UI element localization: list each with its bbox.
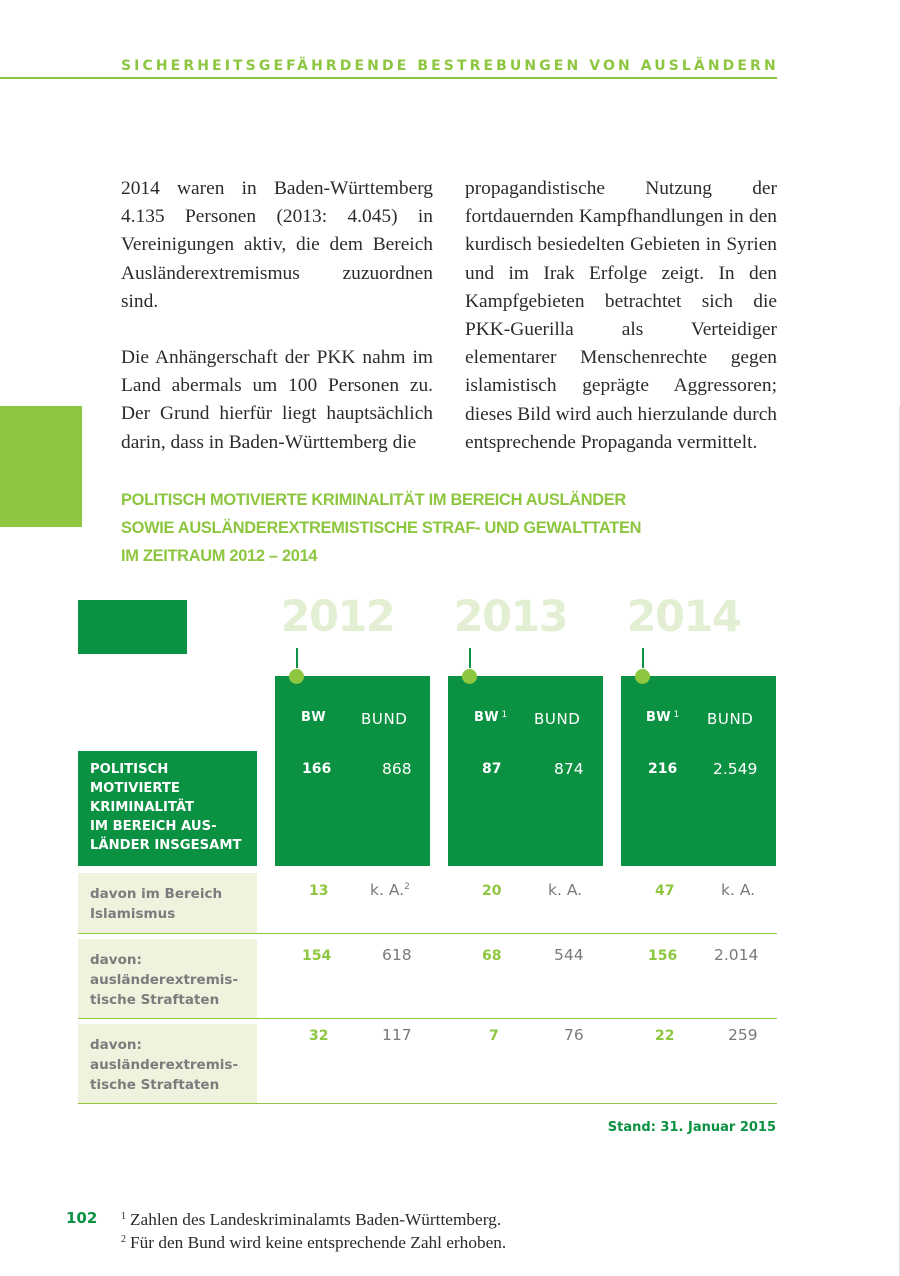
cell-total-bw-2014: 216 (648, 761, 678, 777)
table-title-line: SOWIE AUSLÄNDEREXTREMISTISCHE STRAF- UND GEWALTTATEN (121, 519, 642, 537)
row-divider (78, 1103, 777, 1104)
timeline-tick (469, 648, 471, 668)
text-column-left (121, 175, 433, 457)
timeline-tick (296, 648, 298, 668)
cell-islam-bw-2013: 20 (482, 883, 502, 899)
cell-gewalt-bw-2012: 32 (309, 1028, 329, 1044)
cell-islam-bund-2012: k. A.$^2$ (370, 881, 410, 899)
year-heading-2013: 2013 (453, 592, 568, 642)
timeline-tick (642, 648, 644, 668)
col-header-bw-2014: BW $^1$ (646, 710, 681, 725)
cell-straf-bund-2013: 544 (554, 946, 584, 964)
cell-total-bw-2013: 87 (482, 761, 502, 777)
footnote-mark: 1 (673, 710, 681, 720)
year-heading-2014: 2014 (626, 592, 741, 642)
cell-gewalt-bund-2013: 76 (564, 1026, 584, 1044)
legend-swatch (78, 600, 187, 654)
col-header-bund-2013: BUND (534, 710, 581, 728)
row-label-gewalttaten: davon: ausländerextremis- tische Straftaten (78, 1024, 257, 1103)
row-label-islamismus: davon im Bereich Islamismus (78, 873, 257, 933)
page-number: 102 (66, 1209, 98, 1227)
footnote-2: $^2$ Für den Bund wird keine entsprechende Zahl erhoben. (121, 1233, 507, 1252)
cell-total-bund-2014: 2.549 (713, 760, 758, 778)
cell-total-bw-2012: 166 (302, 761, 332, 777)
text-column-right (465, 175, 777, 457)
col-header-bw-2012: BW (301, 710, 327, 725)
paragraph: propagandistische Nutzung der fortdauernden Kampfhandlungen in den kurdisch besiedelten Gebieten in Syrien und im Irak Erfolge zeigt. In den Kampfgebieten betrachtet sich die PKK-Guerilla als Verteidiger elementarer Menschenrechte gegen islamistisch geprägte Aggressoren; dieses Bild wird auch hierzulande durch entsprechende Propaganda vermittelt. (465, 178, 777, 453)
timeline-dot (462, 669, 477, 684)
cell-gewalt-bund-2012: 117 (382, 1026, 412, 1044)
col-header-bw-2013: BW $^1$ (474, 710, 509, 725)
cell-islam-bw-2014: 47 (655, 883, 675, 899)
cell-islam-bw-2012: 13 (309, 883, 329, 899)
paragraph: 2014 waren in Baden-Württemberg 4.135 Personen (2013: 4.045) in Vereinigungen aktiv, die dem Bereich Ausländerextremismus zuzuordnen sind. (121, 178, 433, 312)
cell-gewalt-bw-2014: 22 (655, 1028, 675, 1044)
timeline-dot (289, 669, 304, 684)
cell-islam-bund-2013: k. A. (548, 881, 583, 899)
side-accent-block (0, 406, 82, 527)
row-label-straftaten: davon: ausländerextremis- tische Straftaten (78, 939, 257, 1018)
cell-straf-bw-2014: 156 (648, 948, 678, 964)
row-label-total: POLITISCH MOTIVIERTE KRIMINALITÄT IM BEREICH AUS- LÄNDER INSGESAMT (78, 751, 257, 866)
cell-islam-bund-2014: k. A. (721, 881, 756, 899)
col-header-bund-2014: BUND (707, 710, 754, 728)
cell-gewalt-bw-2013: 7 (489, 1028, 499, 1044)
footnote-mark: 2 (404, 882, 410, 892)
timeline-dot (635, 669, 650, 684)
row-divider (78, 1018, 777, 1019)
footnotes (121, 1207, 506, 1253)
cell-gewalt-bund-2014: 259 (728, 1026, 758, 1044)
table-title (121, 486, 641, 570)
table-title-line: IM ZEITRAUM 2012 – 2014 (121, 547, 318, 565)
table-title-line: POLITISCH MOTIVIERTE KRIMINALITÄT IM BEREICH AUSLÄNDER (121, 491, 626, 509)
row-divider (78, 933, 777, 934)
paragraph: Die Anhängerschaft der PKK nahm im Land abermals um 100 Personen zu. Der Grund hierfür liegt hauptsächlich darin, dass in Baden-Württemberg die (121, 347, 433, 453)
cell-straf-bund-2014: 2.014 (714, 946, 759, 964)
cell-straf-bw-2013: 68 (482, 948, 502, 964)
running-title: SICHERHEITSGEFÄHRDENDE BESTREBUNGEN VON AUSLÄNDERN (121, 58, 779, 74)
col-header-bund-2012: BUND (361, 710, 408, 728)
cell-straf-bund-2012: 618 (382, 946, 412, 964)
year-heading-2012: 2012 (280, 592, 395, 642)
footnote-1: $^1$ Zahlen des Landeskriminalamts Baden-Württemberg. (121, 1210, 502, 1229)
cell-total-bund-2012: 868 (382, 760, 412, 778)
cell-straf-bw-2012: 154 (302, 948, 332, 964)
data-status-date: Stand: 31. Januar 2015 (607, 1120, 776, 1135)
cell-total-bund-2013: 874 (554, 760, 584, 778)
header-rule (0, 77, 777, 79)
footnote-mark: 1 (501, 710, 509, 720)
